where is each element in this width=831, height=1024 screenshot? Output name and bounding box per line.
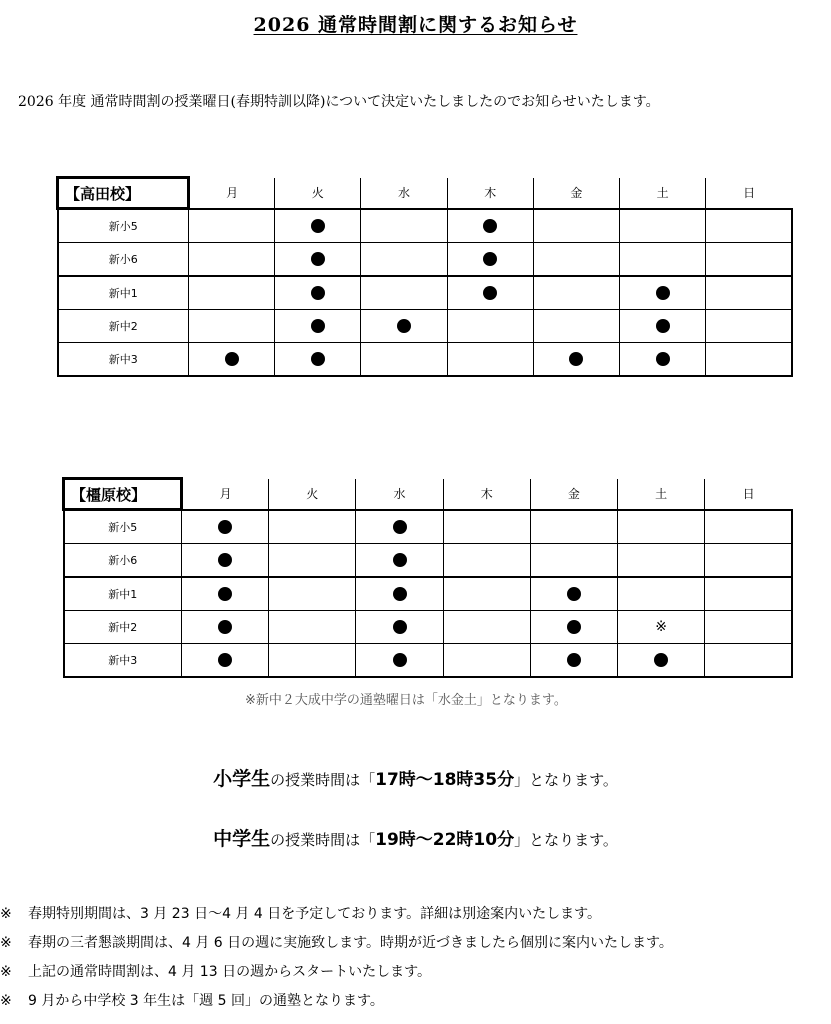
day-header: 火: [275, 178, 361, 209]
day-cell: [447, 343, 533, 377]
day-cell: [705, 644, 792, 678]
day-cell: [356, 611, 443, 644]
day-header: 金: [530, 479, 617, 510]
footnote: ※新中２大成中学の通塾曜日は「水金土」となります。: [245, 693, 567, 708]
day-cell: [356, 544, 443, 578]
day-header: 火: [269, 479, 356, 510]
schedule-row: [64, 644, 793, 678]
schedule-row: [64, 544, 793, 578]
schedule-row: [58, 310, 793, 343]
day-cell: [269, 577, 356, 611]
day-cell: [620, 343, 706, 377]
day-cell: [189, 209, 275, 243]
day-cell: [530, 544, 617, 578]
day-cell: [530, 611, 617, 644]
grade-label: 新中1: [64, 577, 182, 611]
class-day-dot: [567, 653, 581, 667]
day-cell: [706, 343, 792, 377]
audience-label: 小学生: [213, 768, 271, 790]
class-day-dot: [393, 653, 407, 667]
day-cell: [356, 577, 443, 611]
day-cell: [356, 644, 443, 678]
time-value: 19時～22時10分: [375, 830, 515, 850]
class-day-dot: [311, 352, 325, 366]
day-cell: [533, 310, 619, 343]
grade-label: 新小6: [64, 544, 182, 578]
day-cell: [533, 276, 619, 310]
day-cell: [182, 577, 269, 611]
class-day-dot: [311, 219, 325, 233]
day-cell: [447, 209, 533, 243]
day-header: 月: [189, 178, 275, 209]
day-cell: [275, 243, 361, 277]
schedule-row: [58, 243, 793, 277]
day-header: 日: [705, 479, 792, 510]
day-cell: [618, 510, 705, 544]
audience-label: 中学生: [213, 828, 271, 850]
day-cell: [275, 343, 361, 377]
schedule-row: [64, 510, 793, 544]
class-day-dot: [567, 620, 581, 634]
day-cell: [530, 577, 617, 611]
time-value: 17時～18時35分: [375, 770, 515, 790]
day-cell: [443, 577, 530, 611]
class-day-dot: [483, 219, 497, 233]
day-cell: [533, 243, 619, 277]
class-day-dot: [311, 286, 325, 300]
day-cell: [269, 644, 356, 678]
day-cell: [705, 544, 792, 578]
class-day-dot: [393, 520, 407, 534]
day-cell: [705, 611, 792, 644]
day-header: 土: [620, 178, 706, 209]
note-item: ※ 上記の通常時間割は、4 月 13 日の週からスタートいたします。: [0, 964, 431, 980]
class-day-dot: [218, 520, 232, 534]
day-cell: [361, 343, 447, 377]
class-day-dot: [483, 252, 497, 266]
day-cell: [706, 310, 792, 343]
school-name: 【高田校】: [58, 178, 189, 209]
takada-schedule-table: [56, 176, 793, 377]
schedule-row: [58, 209, 793, 243]
day-cell: [447, 276, 533, 310]
day-cell: [182, 510, 269, 544]
class-day-dot: [311, 252, 325, 266]
day-cell: [275, 276, 361, 310]
special-mark: ※: [655, 619, 667, 635]
day-header: 木: [443, 479, 530, 510]
class-day-dot: [656, 352, 670, 366]
day-cell: [620, 243, 706, 277]
day-header: 水: [361, 178, 447, 209]
class-day-dot: [393, 620, 407, 634]
day-header: 金: [533, 178, 619, 209]
notes-list: [0, 903, 831, 1019]
day-header: 日: [706, 178, 792, 209]
day-cell: [182, 611, 269, 644]
grade-label: 新中2: [58, 310, 189, 343]
day-cell: [269, 510, 356, 544]
class-day-dot: [397, 319, 411, 333]
class-day-dot: [393, 587, 407, 601]
day-cell: [275, 310, 361, 343]
grade-label: 新小5: [64, 510, 182, 544]
day-cell: [269, 544, 356, 578]
day-cell: [530, 644, 617, 678]
schedule-row: [58, 276, 793, 310]
day-cell: [447, 310, 533, 343]
day-cell: [275, 209, 361, 243]
note-item: ※ 春期特別期間は、3 月 23 日～4 月 4 日を予定しております。詳細は別途案内いたします。: [0, 906, 601, 922]
class-day-dot: [656, 319, 670, 333]
day-cell: [618, 544, 705, 578]
schedule-row: [64, 577, 793, 611]
class-day-dot: [218, 587, 232, 601]
day-header: 木: [447, 178, 533, 209]
class-day-dot: [654, 653, 668, 667]
class-day-dot: [225, 352, 239, 366]
day-cell: [618, 644, 705, 678]
page-title: 2026 通常時間割に関するお知らせ: [253, 14, 578, 36]
day-cell: [618, 577, 705, 611]
grade-label: 新中3: [58, 343, 189, 377]
day-cell: [182, 644, 269, 678]
junior-high-class-time: 中学生の授業時間は「19時～22時10分」となります。: [213, 828, 618, 850]
schedule-row: [64, 611, 793, 644]
day-cell: [443, 510, 530, 544]
class-day-dot: [218, 653, 232, 667]
day-cell: [620, 276, 706, 310]
day-cell: [620, 310, 706, 343]
day-cell: [533, 343, 619, 377]
school-name: 【橿原校】: [64, 479, 182, 510]
day-cell: [189, 276, 275, 310]
day-cell: [443, 644, 530, 678]
day-cell: [189, 343, 275, 377]
elementary-class-time: 小学生の授業時間は「17時～18時35分」となります。: [213, 768, 618, 790]
day-header: 土: [618, 479, 705, 510]
grade-label: 新中3: [64, 644, 182, 678]
intro-text: 2026 年度 通常時間割の授業曜日(春期特訓以降)について決定いたしましたのでお知らせいたします。: [18, 94, 660, 110]
day-cell: [706, 209, 792, 243]
kashihara-schedule-table: [62, 477, 793, 678]
day-cell: [182, 544, 269, 578]
class-day-dot: [569, 352, 583, 366]
day-cell: [618, 611, 705, 644]
day-cell: [189, 243, 275, 277]
day-cell: [705, 510, 792, 544]
day-cell: [361, 243, 447, 277]
day-cell: [530, 510, 617, 544]
day-cell: [269, 611, 356, 644]
grade-label: 新小6: [58, 243, 189, 277]
grade-label: 新中2: [64, 611, 182, 644]
class-day-dot: [656, 286, 670, 300]
grade-label: 新中1: [58, 276, 189, 310]
note-item: ※ 9 月から中学校 3 年生は「週 5 回」の通塾となります。: [0, 993, 384, 1009]
day-cell: [361, 209, 447, 243]
class-day-dot: [483, 286, 497, 300]
day-cell: [443, 611, 530, 644]
class-day-dot: [311, 319, 325, 333]
day-header: 水: [356, 479, 443, 510]
day-cell: [706, 276, 792, 310]
day-cell: [533, 209, 619, 243]
day-cell: [706, 243, 792, 277]
day-cell: [361, 310, 447, 343]
grade-label: 新小5: [58, 209, 189, 243]
class-day-dot: [218, 620, 232, 634]
day-cell: [443, 544, 530, 578]
day-header: 月: [182, 479, 269, 510]
class-day-dot: [218, 553, 232, 567]
day-cell: [447, 243, 533, 277]
day-cell: [620, 209, 706, 243]
day-cell: [705, 577, 792, 611]
class-day-dot: [393, 553, 407, 567]
day-cell: [356, 510, 443, 544]
schedule-row: [58, 343, 793, 377]
day-cell: [189, 310, 275, 343]
note-item: ※ 春期の三者懇談期間は、4 月 6 日の週に実施致します。時期が近づきましたら個別に案内いたします。: [0, 935, 673, 951]
day-cell: [361, 276, 447, 310]
class-day-dot: [567, 587, 581, 601]
